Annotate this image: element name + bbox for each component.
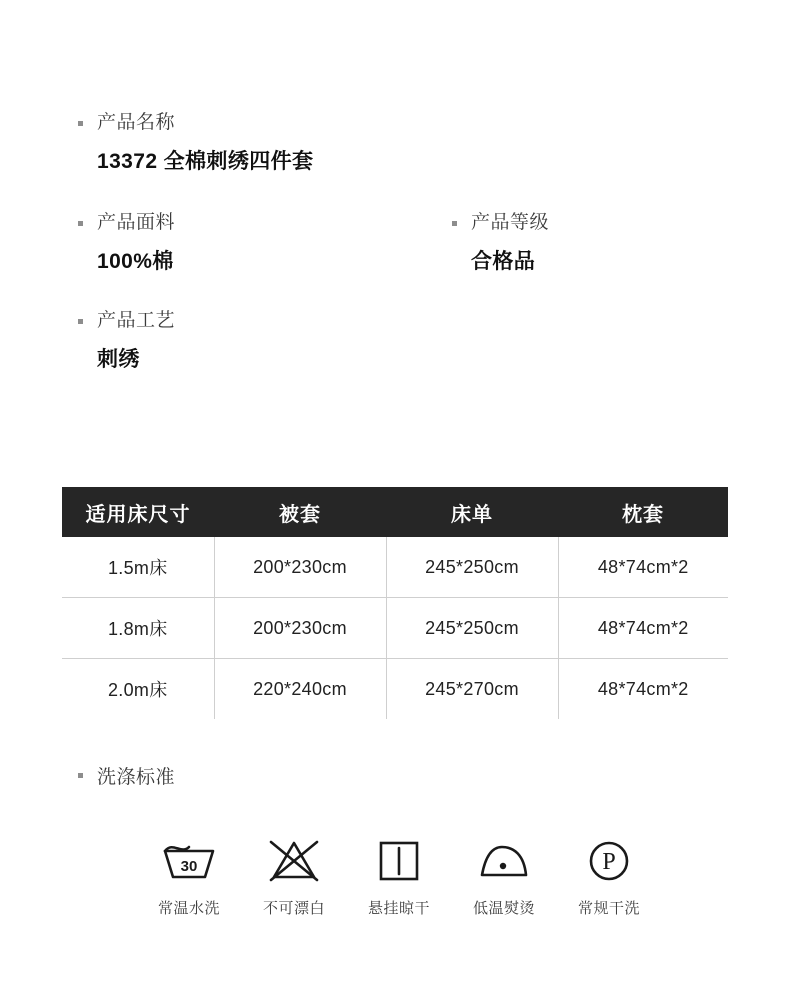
wash-care-item: [242, 833, 347, 918]
table-cell: 245*250cm: [386, 598, 558, 659]
spacer: [0, 176, 790, 210]
table-row: [62, 537, 728, 598]
wash-care-item: [347, 833, 452, 918]
spec-row: [0, 308, 790, 374]
spec-item-grade: [380, 210, 760, 276]
table-cell: 200*230cm: [214, 598, 386, 659]
no-bleach-icon: [242, 833, 347, 885]
spec-label-text: 产品工艺: [97, 310, 176, 331]
wash-care-caption: 悬挂晾干: [367, 900, 430, 917]
spec-label-text: 产品面料: [97, 212, 176, 233]
table-cell: 245*270cm: [386, 659, 558, 720]
spec-row: [0, 110, 790, 176]
spec-value-text: 13372 全棉刺绣四件套: [97, 150, 314, 173]
table-cell: 200*230cm: [214, 537, 386, 598]
bullet-icon: [78, 773, 83, 778]
wash-care-caption: 常温水洗: [157, 900, 220, 917]
table-header-cell: 适用床尺寸: [62, 487, 214, 537]
table-cell: 1.5m床: [62, 537, 214, 598]
spec-row: [0, 210, 790, 276]
spec-value-text: 100%棉: [97, 250, 174, 273]
spec-label: [78, 308, 380, 334]
table-cell: 1.8m床: [62, 598, 214, 659]
spacer: [0, 276, 790, 308]
spec-value-text: 合格品: [471, 250, 536, 273]
spec-label: [452, 210, 760, 236]
dry-clean-p-icon: [557, 833, 662, 885]
spec-label: [78, 110, 380, 136]
table-row: [62, 598, 728, 659]
wash-care-title-text: 洗涤标准: [97, 767, 176, 788]
wash-care-caption: 不可漂白: [262, 900, 325, 917]
spec-item-craft: [0, 308, 380, 374]
spec-label: [78, 210, 380, 236]
svg-text:P: P: [602, 849, 616, 875]
spec-item-fabric: [0, 210, 380, 276]
table-cell: 48*74cm*2: [558, 537, 728, 598]
table-cell: 48*74cm*2: [558, 598, 728, 659]
bullet-icon: [78, 221, 83, 226]
wash-care-section: [0, 762, 790, 918]
wash-care-item: [137, 833, 242, 918]
wash-care-caption: 低温熨烫: [472, 900, 535, 917]
line-dry-icon: [347, 833, 452, 885]
spec-label-text: 产品等级: [471, 212, 550, 233]
table-cell: 48*74cm*2: [597, 678, 689, 699]
iron-low-heat-icon: [452, 833, 557, 885]
wash-care-icon-list: [0, 833, 790, 918]
table-row: [62, 659, 728, 720]
svg-text:30: 30: [180, 858, 198, 875]
table-cell: 245*250cm: [386, 537, 558, 598]
wash-care-item: [557, 833, 662, 918]
spec-item-product-name: [0, 110, 380, 176]
table-header-row: [62, 487, 728, 537]
table-header-cell: 被套: [214, 487, 386, 537]
spec-label-text: 产品名称: [97, 112, 176, 133]
table-header-cell: 床单: [386, 487, 558, 537]
spec-value-text: 刺绣: [97, 348, 140, 371]
bullet-icon: [78, 319, 83, 324]
table-cell: 220*240cm: [214, 659, 386, 720]
size-table: [62, 487, 728, 719]
bullet-icon: [78, 121, 83, 126]
product-spec-list: [0, 110, 790, 374]
bullet-icon: [452, 221, 457, 226]
wash-care-caption: 常规干洗: [577, 900, 640, 917]
wash-care-title: [0, 762, 790, 789]
table-cell: 2.0m床: [62, 659, 214, 720]
table-header-cell: 枕套: [558, 487, 728, 537]
wash-care-item: [452, 833, 557, 918]
wash-tub-30-icon: [137, 833, 242, 885]
